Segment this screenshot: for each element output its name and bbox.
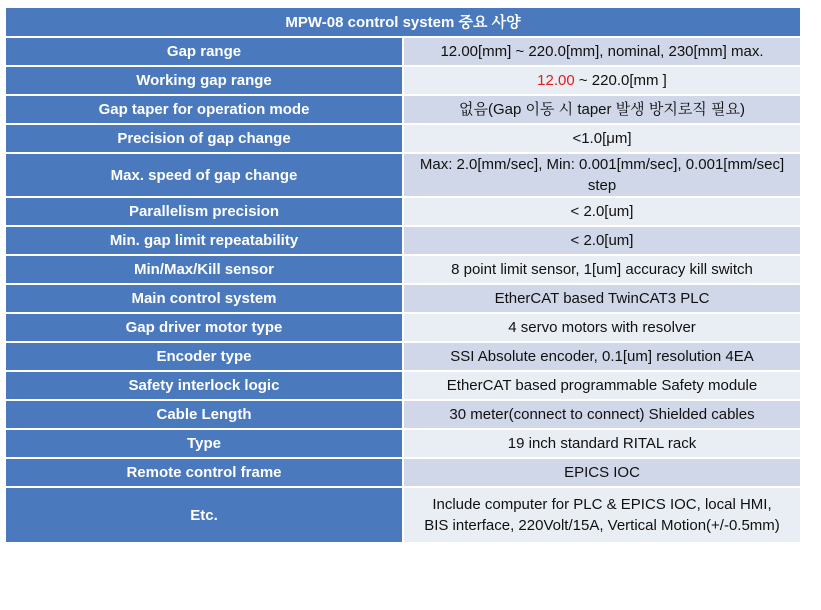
row-label: Encoder type xyxy=(5,342,403,371)
table-row xyxy=(5,400,801,429)
row-label: Precision of gap change xyxy=(5,124,403,153)
row-label: Safety interlock logic xyxy=(5,371,403,400)
row-label: Gap range xyxy=(5,37,403,66)
row-value: <1.0[μm] xyxy=(403,124,801,153)
row-value: 12.00[mm] ~ 220.0[mm], nominal, 230[mm] max. xyxy=(403,37,801,66)
table-row xyxy=(5,487,801,543)
row-label: Cable Length xyxy=(5,400,403,429)
row-label: Etc. xyxy=(5,487,403,543)
table-row xyxy=(5,197,801,226)
row-value: EtherCAT based TwinCAT3 PLC xyxy=(403,284,801,313)
table-row xyxy=(5,66,801,95)
row-value: SSI Absolute encoder, 0.1[um] resolution 4EA xyxy=(403,342,801,371)
row-value: 30 meter(connect to connect) Shielded cables xyxy=(403,400,801,429)
row-label: Gap driver motor type xyxy=(5,313,403,342)
table-title: MPW-08 control system 중요 사양 xyxy=(5,7,801,37)
row-label: Parallelism precision xyxy=(5,197,403,226)
row-value: < 2.0[um] xyxy=(403,197,801,226)
table-row xyxy=(5,429,801,458)
table-row xyxy=(5,153,801,197)
row-label: Min. gap limit repeatability xyxy=(5,226,403,255)
table-row xyxy=(5,124,801,153)
value-text: ~ 220.0[mm ] xyxy=(574,72,667,89)
row-value: EPICS IOC xyxy=(403,458,801,487)
row-value: Max: 2.0[mm/sec], Min: 0.001[mm/sec], 0.001[mm/sec] step xyxy=(403,153,801,197)
row-label: Min/Max/Kill sensor xyxy=(5,255,403,284)
value-line: BIS interface, 220Volt/15A, Vertical Motion(+/-0.5mm) xyxy=(424,517,780,534)
row-label: Gap taper for operation mode xyxy=(5,95,403,124)
table-row xyxy=(5,37,801,66)
table-row xyxy=(5,313,801,342)
table-row xyxy=(5,255,801,284)
table-row xyxy=(5,284,801,313)
row-value xyxy=(403,66,801,95)
row-value: 8 point limit sensor, 1[um] accuracy kill switch xyxy=(403,255,801,284)
row-value: 19 inch standard RITAL rack xyxy=(403,429,801,458)
value-highlight: 12.00 xyxy=(537,72,575,89)
row-value: < 2.0[um] xyxy=(403,226,801,255)
row-value: 4 servo motors with resolver xyxy=(403,313,801,342)
row-value: EtherCAT based programmable Safety module xyxy=(403,371,801,400)
spec-table xyxy=(4,6,802,544)
title-row xyxy=(5,7,801,37)
table-row xyxy=(5,226,801,255)
table-row xyxy=(5,371,801,400)
table-row xyxy=(5,95,801,124)
row-label: Working gap range xyxy=(5,66,403,95)
row-label: Remote control frame xyxy=(5,458,403,487)
row-label: Main control system xyxy=(5,284,403,313)
table-row xyxy=(5,342,801,371)
row-value xyxy=(403,487,801,543)
value-line: Include computer for PLC & EPICS IOC, local HMI, xyxy=(432,496,772,513)
row-label: Max. speed of gap change xyxy=(5,153,403,197)
row-label: Type xyxy=(5,429,403,458)
table-row xyxy=(5,458,801,487)
row-value: 없음(Gap 이동 시 taper 발생 방지로직 필요) xyxy=(403,95,801,124)
